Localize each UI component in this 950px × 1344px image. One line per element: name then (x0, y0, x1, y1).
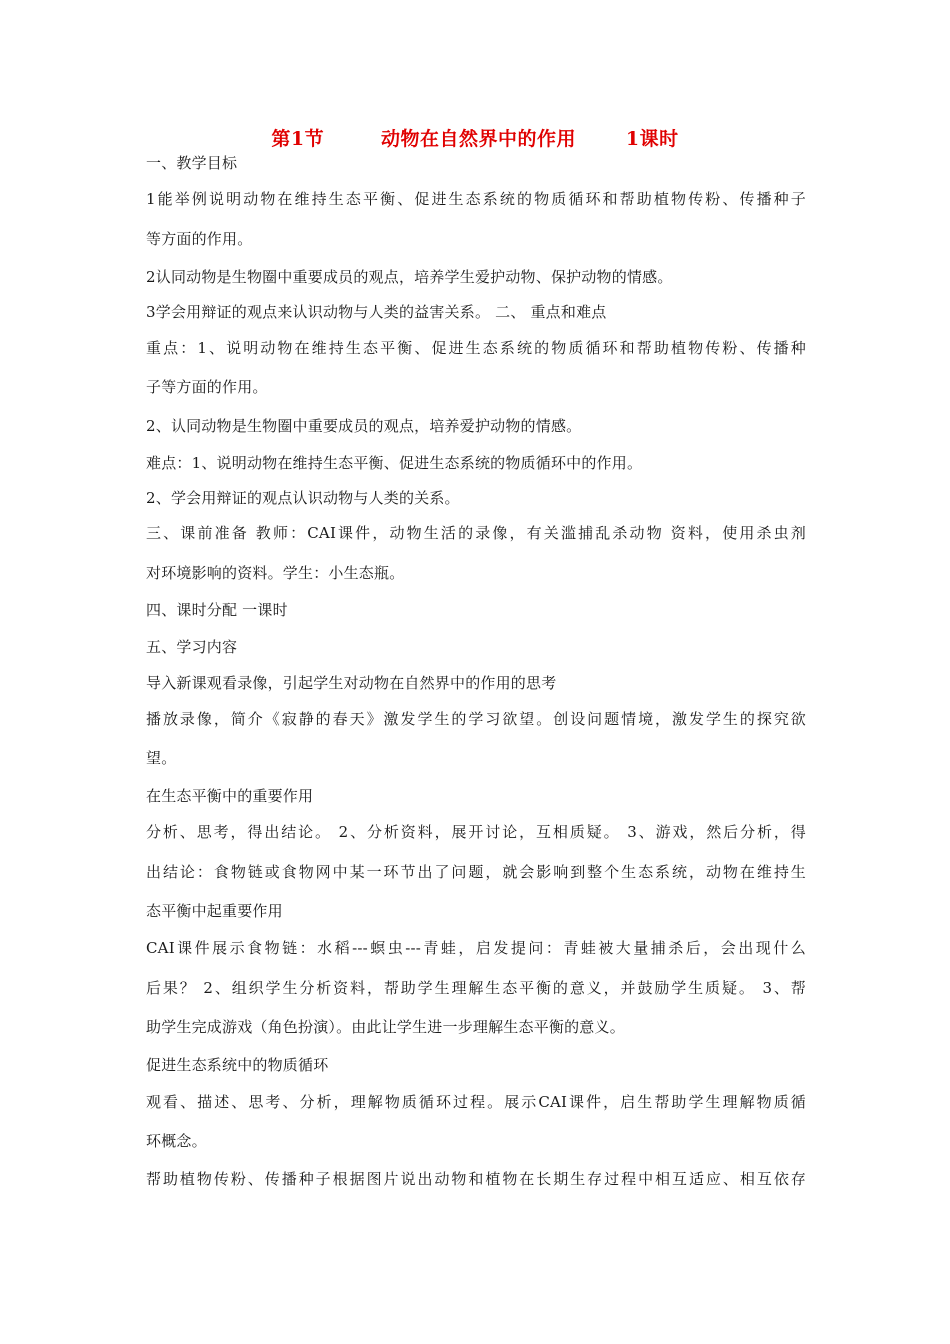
section-heading-content: 五、学习内容 (146, 638, 238, 656)
text-line: 导入新课观看录像，引起学生对动物在自然界中的作用的思考 (146, 674, 557, 692)
text-line: 重点：1、说明动物在维持生态平衡、促进生态系统的物质循环和帮助植物传粉、传播种 (146, 339, 806, 357)
text-line: 出结论：食物链或食物网中某一环节出了问题，就会影响到整个生态系统，动物在维持生 (146, 863, 806, 881)
text-line: 助学生完成游戏（角色扮演）。由此让学生进一步理解生态平衡的意义。 (146, 1018, 625, 1036)
text-line: CAI课件展示食物链：水稻---螟虫---青蛙，启发提问：青蛙被大量捕杀后，会出现什么 (146, 939, 806, 957)
page-title: 第1节 动物在自然界中的作用 1课时 (271, 128, 679, 150)
text-line: 1能举例说明动物在维持生态平衡、促进生态系统的物质循环和帮助植物传粉、传播种子 (146, 190, 806, 208)
section-heading-objectives: 一、教学目标 (146, 154, 238, 172)
text-line: 对环境影响的资料。学生：小生态瓶。 (146, 564, 405, 582)
text-line: 难点：1、说明动物在维持生态平衡、促进生态系统的物质循环中的作用。 (146, 454, 643, 472)
section-heading-schedule: 四、课时分配 一课时 (146, 601, 288, 619)
text-line: 后果？ 2、组织学生分析资料，帮助学生理解生态平衡的意义，并鼓励学生质疑。 3、帮 (146, 979, 806, 997)
text-line: 帮助植物传粉、传播种子根据图片说出动物和植物在长期生存过程中相互适应、相互依存 (146, 1170, 806, 1188)
text-line: 2认同动物是生物圈中重要成员的观点，培养学生爱护动物、保护动物的情感。 (146, 268, 673, 286)
subheading-material-cycle: 促进生态系统中的物质循环 (146, 1056, 329, 1074)
text-line: 环概念。 (146, 1132, 207, 1150)
text-line: 分析、思考，得出结论。 2、分析资料，展开讨论，互相质疑。 3、游戏，然后分析，得 (146, 823, 806, 841)
text-line: 三、课前准备 教师：CAI课件，动物生活的录像，有关滥捕乱杀动物 资料，使用杀虫剂 (146, 524, 806, 542)
text-line: 2、学会用辩证的观点认识动物与人类的关系。 (146, 489, 460, 507)
text-line: 3学会用辩证的观点来认识动物与人类的益害关系。 二、 重点和难点 (146, 303, 607, 321)
text-line: 子等方面的作用。 (146, 378, 268, 396)
subheading-ecological-balance: 在生态平衡中的重要作用 (146, 787, 314, 805)
text-line: 望。 (146, 749, 177, 767)
text-line: 态平衡中起重要作用 (146, 902, 283, 920)
text-line: 2、认同动物是生物圈中重要成员的观点，培养爱护动物的情感。 (146, 417, 582, 435)
text-line: 观看、描述、思考、分析，理解物质循环过程。展示CAI课件，启生帮助学生理解物质循 (146, 1093, 806, 1111)
text-line: 播放录像，简介《寂静的春天》激发学生的学习欲望。创设问题情境，激发学生的探究欲 (146, 710, 806, 728)
text-line: 等方面的作用。 (146, 230, 253, 248)
